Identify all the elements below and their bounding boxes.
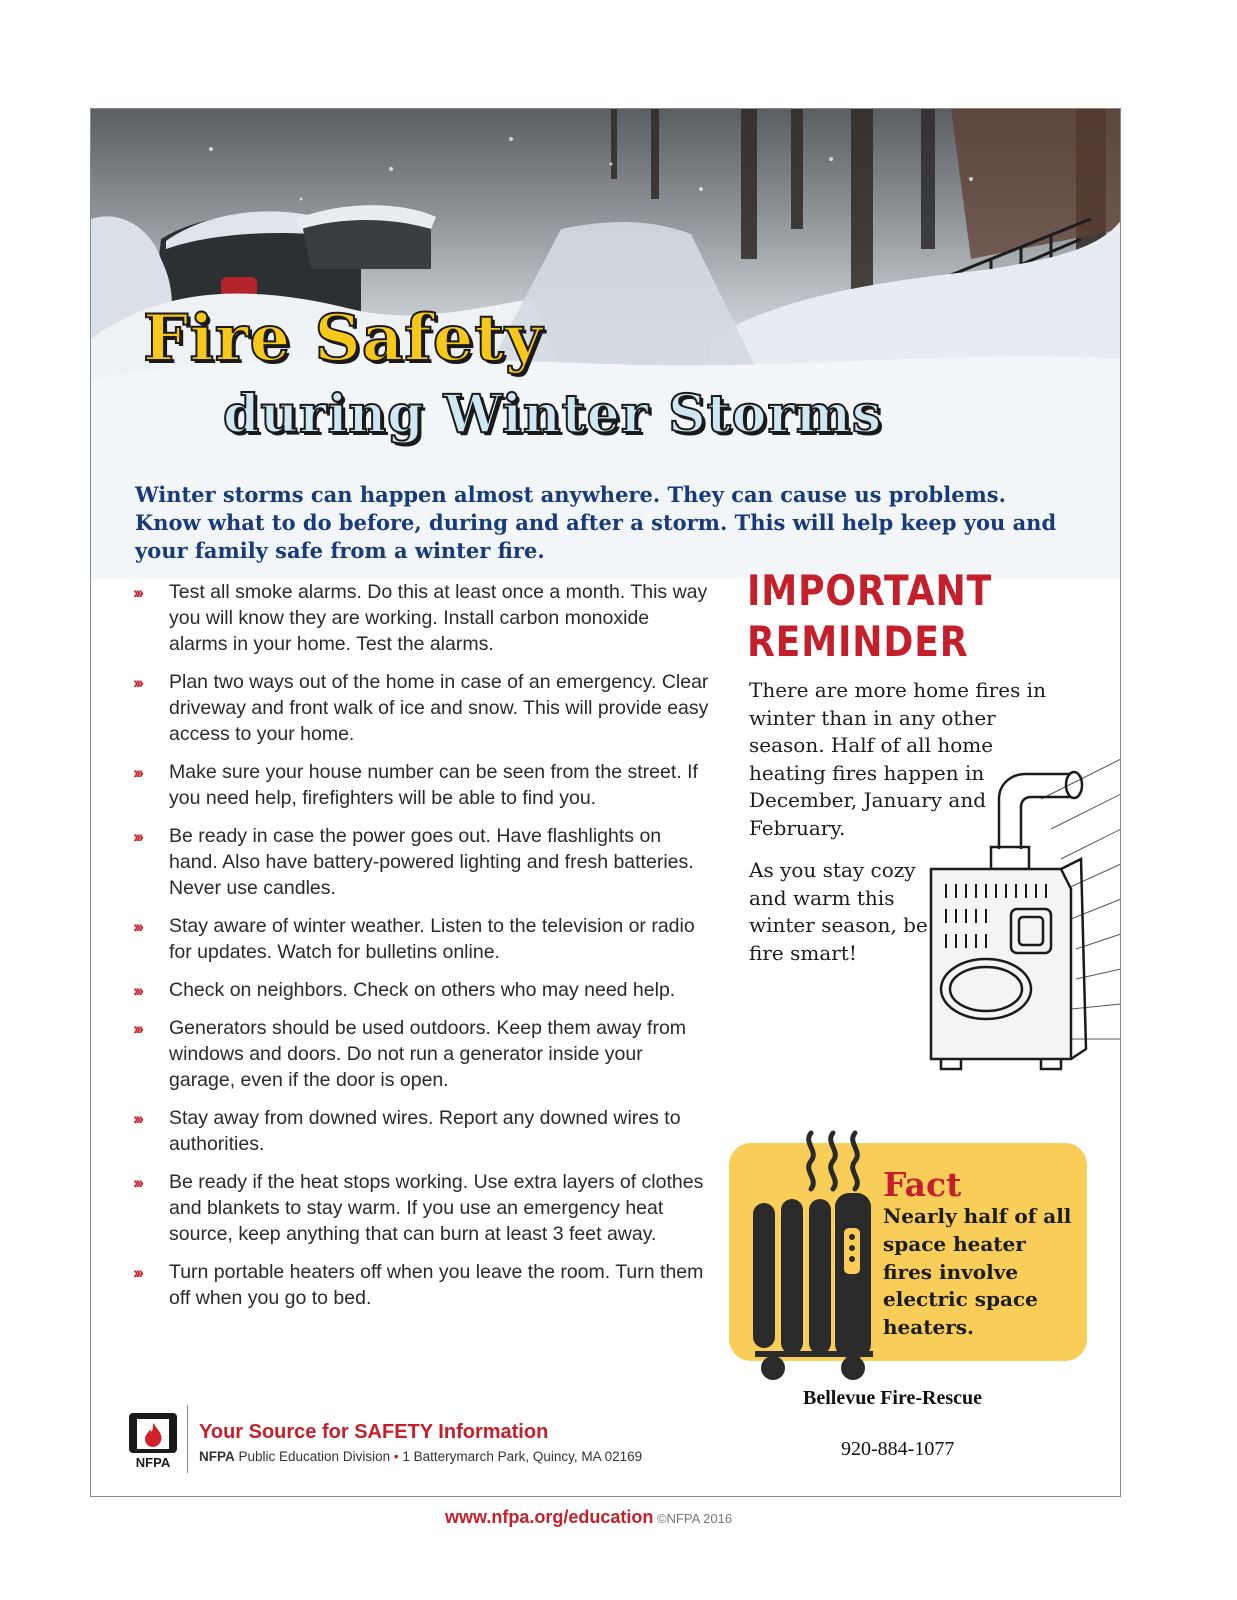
fact-text: Nearly half of all space heater fires involve electric space heaters. <box>883 1204 1072 1340</box>
tip-text: Turn portable heaters off when you leave the room. Turn them off when you go to bed. <box>169 1261 704 1309</box>
list-item <box>133 759 713 811</box>
bullet-chevrons-icon: ››› <box>133 917 141 936</box>
nfpa-logo-text: NFPA <box>135 1455 171 1469</box>
bullet-chevrons-icon: ››› <box>133 827 141 846</box>
page-footer <box>445 1507 732 1528</box>
tip-text: Be ready if the heat stops working. Use extra layers of clothes and blankets to stay warm. If you use an emergency heat source, keep anything that can burn at least 3 feet away. <box>169 1171 704 1245</box>
bullet-chevrons-icon: ››› <box>133 1263 141 1282</box>
footer-copyright: ©NFPA 2016 <box>653 1511 733 1526</box>
tip-text: Make sure your house number can be seen from the street. If you need help, firefighters will be able to find you. <box>169 761 698 809</box>
tip-text: Test all smoke alarms. Do this at least once a month. This way you will know they are working. Install carbon monoxide alarms in your home. Test the alarms. <box>169 581 708 655</box>
footer-url-link[interactable]: www.nfpa.org/education <box>445 1507 654 1527</box>
bullet-chevrons-icon: ››› <box>133 1173 141 1192</box>
tip-text: Stay aware of winter weather. Listen to the television or radio for updates. Watch for bulletins online. <box>169 915 695 963</box>
nfpa-address: NFPA Public Education Division • 1 Batterymarch Park, Quincy, MA 02169 <box>199 1449 643 1464</box>
fact-title: Fact <box>883 1165 962 1204</box>
list-item <box>133 579 713 657</box>
intro-paragraph: Winter storms can happen almost anywhere. They can cause us problems. Know what to do before, during and after a storm. This will help keep you and your family safe from a winter fire. <box>135 482 1057 563</box>
list-item <box>133 823 713 901</box>
tip-text: Be ready in case the power goes out. Have flashlights on hand. Also have battery-powered lighting and fresh batteries. Never use candles. <box>169 825 694 899</box>
reminder-text: There are more home fires in winter than in any other season. Half of all home heating fires happen in December, January and February. <box>749 678 1046 840</box>
safety-tips-list <box>133 579 713 1311</box>
bullet-chevrons-icon: ››› <box>133 673 141 692</box>
title-fire-safety: Fire Safety <box>143 301 544 376</box>
nfpa-logo <box>125 1411 181 1469</box>
list-item <box>133 913 713 965</box>
list-item <box>133 1015 713 1093</box>
bullet-chevrons-icon: ››› <box>133 1109 141 1128</box>
bullet-chevrons-icon: ››› <box>133 763 141 782</box>
tip-text: Plan two ways out of the home in case of an emergency. Clear driveway and front walk of ice and snow. This will provide easy access to your home. <box>169 671 709 745</box>
bullet-chevrons-icon: ››› <box>133 981 141 1000</box>
title-winter-storms: during Winter Storms <box>223 384 883 445</box>
list-item <box>133 1169 713 1247</box>
tip-text: Generators should be used outdoors. Keep them away from windows and doors. Do not run a generator inside your garage, even if the door is open. <box>169 1017 687 1091</box>
list-item <box>133 1105 713 1157</box>
bullet-chevrons-icon: ››› <box>133 583 141 602</box>
gas-heater-icon <box>891 759 1121 1099</box>
tip-text: Stay away from downed wires. Report any downed wires to authorities. <box>169 1107 681 1155</box>
list-item <box>133 977 713 1003</box>
list-item <box>133 669 713 747</box>
tip-text: Check on neighbors. Check on others who may need help. <box>169 979 676 1001</box>
nfpa-tagline: Your Source for SAFETY Information <box>199 1421 549 1443</box>
list-item <box>133 1259 713 1311</box>
electric-space-heater-icon <box>741 1123 881 1383</box>
reminder-cozy-text: As you stay cozy and warm this winter season, be fire smart! <box>749 858 928 965</box>
department-phone: 920-884-1077 <box>841 1438 955 1460</box>
important-reminder-heading: IMPORTANT REMINDER <box>747 566 993 666</box>
bullet-chevrons-icon: ››› <box>133 1019 141 1038</box>
flyer-page <box>90 108 1121 1497</box>
department-name: Bellevue Fire-Rescue <box>803 1387 983 1409</box>
logo-divider <box>187 1405 188 1473</box>
